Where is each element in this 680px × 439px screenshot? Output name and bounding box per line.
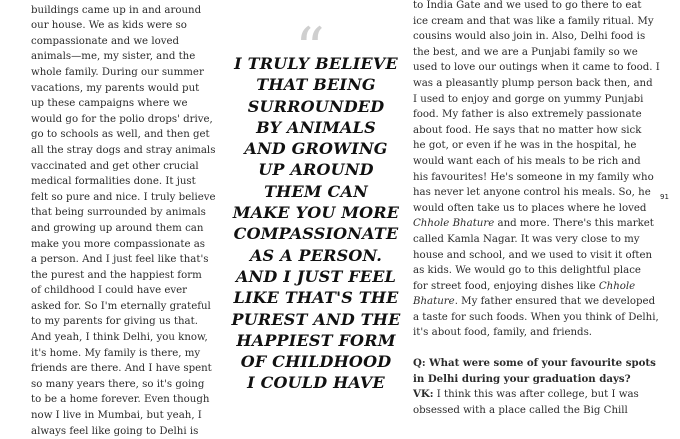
pull-quote (228, 53, 404, 394)
text-line: it's about food, family, and friends. (413, 327, 593, 339)
text-line: the purest and the happiest form (31, 269, 202, 281)
text-line: obsessed with a place called the Big Chill (413, 404, 628, 416)
text-line: THEM CAN (264, 181, 368, 201)
text-line: THAT BEING (256, 75, 376, 95)
line-text: . My father ensured that we developed (454, 296, 656, 308)
text-line: whole family. During our summer (31, 66, 204, 78)
text-line: buildings came up in and around (31, 4, 202, 16)
line-text: and more. There's this market (494, 218, 654, 230)
text-line: now I live in Mumbai, but yeah, I (31, 410, 202, 422)
line-text: for street food, enjoying dishes like (413, 280, 599, 292)
text-line: would want each of his meals to be rich and (413, 155, 641, 167)
text-line: AND I JUST FEEL (235, 266, 397, 286)
text-line: OF CHILDHOOD (240, 352, 392, 372)
text-line: go to schools as well, and then get (31, 129, 210, 141)
text-line: make you more compassionate as (31, 238, 206, 250)
text-line: food. My father is also extremely passionate (413, 109, 642, 121)
text-line: and growing up around them can (31, 222, 204, 234)
page-number: 91 (660, 193, 669, 201)
dish-name: Chhole (598, 280, 636, 292)
text-line: Q: What were some of your favourite spots (413, 357, 656, 370)
text-line: medical formalities done. It just (31, 176, 196, 188)
text-line: of childhood I could have ever (31, 285, 188, 297)
text-line: to India Gate and we used to go there to eat (413, 0, 642, 11)
text-line: all the stray dogs and stray animals (31, 144, 216, 156)
line-text: I think this was after college, but I was (433, 389, 639, 401)
text-line: the best, and we are a Punjabi family so we (413, 46, 638, 58)
text-line: And yeah, I think Delhi, you know, (31, 332, 208, 344)
text-line: cousins would also join in. Also, Delhi food is (413, 31, 646, 43)
text-line (413, 387, 639, 403)
speaker-label: VK: (413, 388, 434, 401)
text-line: asked for. So I'm eternally grateful (31, 300, 211, 312)
text-line: house and school, and we used to visit it often (413, 249, 653, 261)
text-line: I COULD HAVE (247, 373, 385, 393)
text-line: would go for the polio drops' drive, (31, 113, 213, 125)
text-line: AND GROWING (244, 139, 388, 159)
text-line: UP AROUND (258, 160, 374, 180)
right-paragraph-1 (413, 0, 660, 341)
text-line: it's home. My family is there, my (31, 347, 201, 359)
interview-question (413, 356, 656, 387)
text-line: up these campaigns where we (31, 98, 188, 110)
text-line: to my parents for giving us that. (31, 316, 198, 328)
text-line: vaccinated and get other crucial (31, 160, 199, 172)
text-line: COMPASSIONATE (233, 224, 399, 244)
quote-mark-icon: “ (295, 15, 325, 83)
text-line: his favourites! He's someone in my family who (413, 171, 654, 183)
text-line: I used to enjoy and gorge on yummy Punjabi (413, 93, 644, 105)
text-line: AS A PERSON. (249, 245, 383, 265)
dish-name: Bhature (413, 296, 455, 308)
text-line: MAKE YOU MORE (232, 203, 400, 223)
text-line: to be a home forever. Even though (31, 394, 210, 406)
text-line: animals—me, my sister, and the (31, 51, 196, 63)
interview-answer (413, 387, 639, 418)
text-line: I TRULY BELIEVE (234, 54, 398, 73)
text-line: always feel like going to Delhi is (31, 425, 199, 437)
text-line: he got, or even if he was in the hospital, he (413, 140, 637, 152)
left-column-text (31, 0, 215, 439)
text-line (413, 279, 635, 295)
text-line: in Delhi during your graduation days? (413, 372, 631, 385)
text-line: HAPPIEST FORM (236, 330, 396, 350)
text-line: ice cream and that was like a family ritual. My (413, 15, 654, 27)
text-line: that being surrounded by animals (31, 207, 206, 219)
text-line (413, 294, 656, 310)
text-line: SURROUNDED (247, 96, 385, 116)
right-column-text (413, 0, 660, 418)
text-line: a taste for such foods. When you think of Delhi, (413, 311, 659, 323)
text-line: would often take us to places where he loved (413, 202, 647, 214)
text-line: was a pleasantly plump person back then, and (413, 77, 653, 89)
text-line: used to love our outings when it came to food. I (413, 62, 660, 74)
text-line: called Kamla Nagar. It was very close to my (413, 233, 640, 245)
text-line: as kids. We would go to this delightful place (413, 265, 641, 277)
text-line: a person. And I just feel like that's (31, 254, 209, 266)
text-line: friends are there. And I have spent (31, 363, 212, 375)
text-line: compassionate and we loved (31, 35, 180, 47)
text-line: about food. He says that no matter how sick (413, 124, 642, 136)
text-line: our house. We as kids were so (31, 20, 187, 32)
text-line: BY ANIMALS (256, 117, 376, 137)
text-line: felt so pure and nice. I truly believe (31, 191, 216, 203)
text-line: has never let anyone control his meals. So, he (413, 187, 651, 199)
text-line: vacations, my parents would put (31, 82, 200, 94)
dish-name: Chhole Bhature (413, 218, 495, 230)
text-line: PUREST AND THE (231, 309, 401, 329)
text-line: so many years there, so it's going (31, 378, 205, 390)
text-line (413, 216, 654, 232)
text-line: LIKE THAT'S THE (233, 288, 399, 308)
